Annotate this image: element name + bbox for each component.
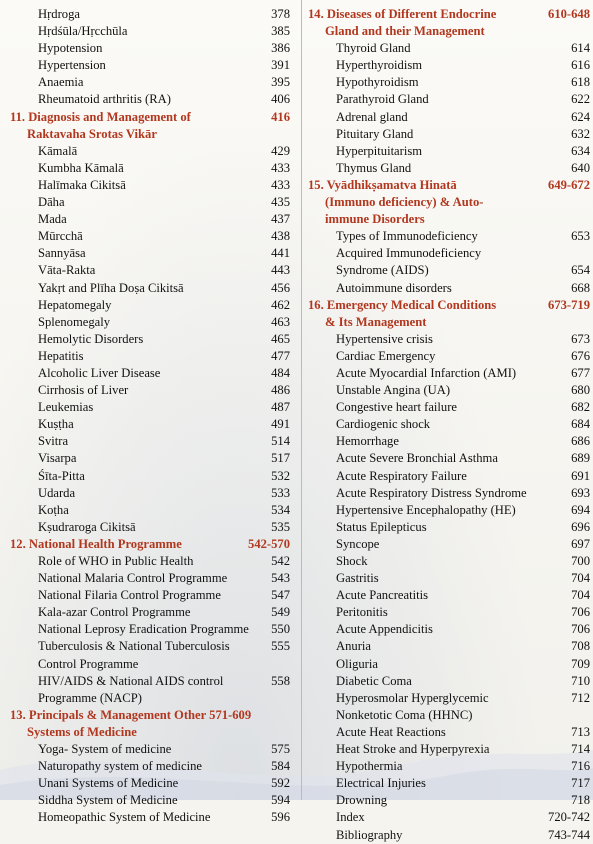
toc-section-heading (10, 707, 290, 724)
toc-page-number: 462 (271, 297, 290, 312)
toc-entry (10, 331, 290, 348)
toc-page-number: 610-648 (548, 7, 590, 21)
toc-page-number: 584 (271, 759, 290, 774)
toc-entry (308, 656, 590, 673)
toc-entry-title: Shock (336, 554, 368, 568)
toc-entry-title: Hepatomegaly (38, 297, 112, 312)
toc-page-number: 713 (571, 724, 590, 739)
toc-page-number: 435 (271, 195, 290, 210)
toc-page-number: 716 (571, 759, 590, 774)
toc-entry-title: Hyperpituitarism (336, 143, 423, 158)
toc-page-number: 549 (271, 605, 290, 620)
toc-page-number: 534 (271, 502, 290, 517)
toc-entry (308, 468, 590, 485)
toc-entry (10, 553, 290, 570)
toc-section-heading-continued (10, 126, 290, 143)
toc-page-number: 684 (571, 417, 590, 432)
toc-section-heading-continued (308, 211, 590, 228)
toc-entry (10, 690, 290, 707)
toc-entry-title: Heat Stroke and Hyperpyrexia (336, 742, 490, 757)
toc-page-number: 704 (571, 588, 590, 603)
toc-entry-title: Autoimmune disorders (336, 280, 452, 295)
toc-entry (10, 314, 290, 331)
toc-entry (10, 621, 290, 638)
toc-page-number: 697 (571, 536, 590, 551)
toc-entry-title: Hypothermia (336, 759, 403, 774)
toc-entry (308, 228, 590, 245)
toc-section-heading (308, 6, 590, 23)
toc-page-number: 673 (571, 331, 590, 346)
toc-entry-title: Pituitary Gland (336, 126, 414, 141)
toc-page-number: 533 (271, 485, 290, 500)
toc-page-number: 654 (571, 263, 590, 278)
toc-entry-title: Tuberculosis & National Tuberculosis (38, 639, 230, 654)
toc-page-number: 677 (571, 365, 590, 380)
toc-page-number: 486 (271, 383, 290, 398)
toc-page-number: 704 (571, 571, 590, 586)
toc-entry-title: Oliguria (336, 656, 378, 671)
toc-entry (10, 638, 290, 655)
toc-entry-title: 11. Diagnosis and Management of (10, 109, 191, 124)
toc-page-number: 720-742 (548, 810, 590, 825)
toc-entry (10, 775, 290, 792)
toc-entry (308, 621, 590, 638)
toc-entry (10, 485, 290, 502)
toc-page-number: 680 (571, 383, 590, 398)
toc-entry-title: 16. Emergency Medical Conditions (308, 297, 497, 312)
toc-entry-title: Siddha System of Medicine (38, 793, 178, 808)
toc-entry (10, 228, 290, 245)
toc-entry-title: Hemorrhage (336, 434, 399, 449)
toc-entry (308, 775, 590, 792)
toc-entry-title: Yakṛt and Plīha Doṣa Cikitsā (38, 280, 184, 295)
toc-entry (308, 143, 590, 160)
toc-entry (308, 450, 590, 467)
toc-page-number: 676 (571, 348, 590, 363)
toc-entry (10, 6, 290, 23)
toc-entry (10, 280, 290, 297)
toc-entry (10, 194, 290, 211)
toc-entry-title: Drowning (336, 793, 388, 808)
toc-section-heading-continued (308, 314, 590, 331)
toc-page-number: 614 (571, 41, 590, 56)
toc-entry (308, 502, 590, 519)
toc-entry (10, 23, 290, 40)
toc-section-heading (10, 536, 290, 553)
toc-left-column (10, 6, 290, 827)
toc-page-number: 616 (571, 58, 590, 73)
toc-page-number: 708 (571, 639, 590, 654)
toc-entry-title: Dāha (38, 195, 65, 210)
toc-entry (308, 280, 590, 297)
toc-entry-title: immune Disorders (325, 212, 425, 227)
toc-section-heading (308, 177, 590, 194)
toc-entry-title: Hyperosmolar Hyperglycemic (336, 690, 489, 705)
toc-entry (10, 40, 290, 57)
toc-page-number: 491 (271, 417, 290, 432)
toc-entry-title: Homeopathic System of Medicine (38, 810, 211, 825)
toc-entry-title: National Malaria Control Programme (38, 571, 228, 586)
toc-entry (308, 365, 590, 382)
toc-entry-title: Cardiac Emergency (336, 348, 436, 363)
toc-page-number: 634 (571, 143, 590, 158)
toc-entry-title: National Filaria Control Programme (38, 588, 221, 603)
toc-entry (308, 262, 590, 279)
toc-page-number: 438 (271, 229, 290, 244)
toc-entry (10, 673, 290, 690)
toc-page-number: 542 (271, 554, 290, 568)
toc-entry-title: Rheumatoid arthritis (RA) (38, 92, 171, 107)
toc-entry (308, 758, 590, 775)
toc-page-number: 378 (271, 7, 290, 21)
toc-entry (10, 91, 290, 108)
toc-entry-title: & Its Management (325, 314, 427, 329)
toc-page-number: 542-570 (248, 536, 290, 551)
toc-entry-title: Kala-azar Control Programme (38, 605, 191, 620)
toc-page-number: 550 (271, 622, 290, 637)
toc-entry (10, 758, 290, 775)
toc-page-number: 706 (571, 605, 590, 620)
toc-entry-title: Leukemias (38, 400, 94, 415)
toc-entry (308, 331, 590, 348)
toc-section-heading-continued (308, 194, 590, 211)
toc-page-number: 443 (271, 263, 290, 278)
toc-entry-title: Unani Systems of Medicine (38, 776, 179, 791)
toc-page-number: 555 (271, 639, 290, 654)
toc-page-number: 547 (271, 588, 290, 603)
toc-entry-title: Sannyāsa (38, 246, 86, 261)
toc-entry (308, 91, 590, 108)
column-divider (301, 0, 302, 800)
toc-entry (308, 382, 590, 399)
toc-right-column (308, 6, 590, 844)
toc-section-heading-continued (10, 724, 290, 741)
toc-page-number: 706 (571, 622, 590, 637)
toc-entry (10, 348, 290, 365)
toc-page-number: 429 (271, 143, 290, 158)
toc-entry-title: Nonketotic Coma (HHNC) (336, 707, 473, 722)
toc-entry (308, 109, 590, 126)
toc-page-number: 386 (271, 41, 290, 56)
toc-entry (308, 74, 590, 91)
toc-entry (308, 126, 590, 143)
toc-page-number: 535 (271, 519, 290, 534)
toc-entry-title: Thyroid Gland (336, 41, 411, 56)
toc-entry-title: Hypertension (38, 58, 106, 73)
toc-entry-title: 14. Diseases of Different Endocrine (308, 7, 497, 21)
toc-entry-title: Index (336, 810, 365, 825)
toc-page-number: 441 (271, 246, 290, 261)
toc-page-number: 594 (271, 793, 290, 808)
toc-entry (308, 587, 590, 604)
toc-entry-title: Halīmaka Cikitsā (38, 177, 126, 192)
toc-entry-title: Vāta-Rakta (38, 263, 96, 278)
toc-entry-title: Parathyroid Gland (336, 92, 429, 107)
toc-entry-title: Anuria (336, 639, 371, 654)
toc-entry (308, 416, 590, 433)
toc-entry-title: Koṭha (38, 502, 69, 517)
toc-entry (10, 450, 290, 467)
toc-entry (10, 57, 290, 74)
toc-page-number: 618 (571, 75, 590, 90)
toc-page-number: 395 (271, 75, 290, 90)
toc-page-number: 653 (571, 229, 590, 244)
toc-entry-title: Types of Immunodeficiency (336, 229, 478, 244)
toc-section-heading (308, 297, 590, 314)
toc-entry-title: Syndrome (AIDS) (336, 263, 429, 278)
toc-entry-title: Kumbha Kāmalā (38, 160, 124, 175)
toc-entry (308, 638, 590, 655)
toc-entry (10, 604, 290, 621)
toc-page-number: 668 (571, 280, 590, 295)
toc-page-number: 477 (271, 348, 290, 363)
toc-entry (308, 485, 590, 502)
toc-page-number: 709 (571, 656, 590, 671)
toc-page-number: 622 (571, 92, 590, 107)
toc-page-number: 558 (271, 673, 290, 688)
toc-entry (308, 519, 590, 536)
toc-entry (10, 656, 290, 673)
toc-entry-title: Cardiogenic shock (336, 417, 431, 432)
toc-entry-title: Acute Severe Bronchial Asthma (336, 451, 498, 466)
toc-entry-title: Kṣudraroga Cikitsā (38, 519, 136, 534)
toc-page-number: 543 (271, 571, 290, 586)
toc-entry-title: Mada (38, 212, 67, 227)
toc-entry-title: Acute Respiratory Distress Syndrome (336, 485, 527, 500)
toc-page-number: 433 (271, 177, 290, 192)
toc-entry-title: 15. Vyādhikṣamatva Hinatā (308, 177, 457, 192)
toc-entry (308, 827, 590, 844)
toc-page-number: 385 (271, 24, 290, 39)
toc-page-number: 514 (271, 434, 290, 449)
toc-page-number: 437 (271, 212, 290, 227)
toc-section-heading (10, 109, 290, 126)
toc-page-number: 463 (271, 314, 290, 329)
toc-entry-title: (Immuno deficiency) & Auto- (325, 195, 484, 210)
toc-entry (308, 245, 590, 262)
toc-entry (10, 587, 290, 604)
toc-page-number: 624 (571, 109, 590, 124)
toc-entry (10, 211, 290, 228)
toc-page-number: 712 (571, 690, 590, 705)
toc-page-number: 406 (271, 92, 290, 107)
toc-page-number: 718 (571, 793, 590, 808)
toc-entry-title: Thymus Gland (336, 160, 412, 175)
toc-entry (308, 724, 590, 741)
toc-entry (10, 160, 290, 177)
toc-page-number: 743-744 (548, 827, 590, 842)
toc-entry (308, 673, 590, 690)
toc-page-number: 592 (271, 776, 290, 791)
toc-entry (10, 809, 290, 826)
toc-entry (10, 741, 290, 758)
toc-entry (308, 57, 590, 74)
toc-entry-title: Hepatitis (38, 348, 84, 363)
toc-page-number: 487 (271, 400, 290, 415)
toc-page-number: 649-672 (548, 177, 590, 192)
toc-entry (10, 143, 290, 160)
toc-entry-title: Bibliography (336, 827, 403, 842)
toc-entry-title: Visarpa (38, 451, 77, 466)
toc-entry (10, 399, 290, 416)
toc-entry-title: Adrenal gland (336, 109, 408, 124)
toc-entry (10, 262, 290, 279)
toc-entry-title: Acute Appendicitis (336, 622, 433, 637)
toc-entry (308, 40, 590, 57)
toc-page-number: 391 (271, 58, 290, 73)
toc-entry-title: Kāmalā (38, 143, 78, 158)
toc-entry (308, 553, 590, 570)
toc-entry-title: Hemolytic Disorders (38, 331, 144, 346)
toc-page-number: 717 (571, 776, 590, 791)
toc-entry-title: Acute Respiratory Failure (336, 468, 467, 483)
toc-entry-title: Peritonitis (336, 605, 388, 620)
toc-entry-title: Kuṣṭha (38, 417, 74, 432)
toc-entry-title: Udarda (38, 485, 76, 500)
toc-entry (308, 536, 590, 553)
toc-entry (10, 177, 290, 194)
toc-entry-title: 12. National Health Programme (10, 536, 182, 551)
toc-entry-title: Diabetic Coma (336, 673, 412, 688)
toc-entry-title: Anaemia (38, 75, 84, 90)
toc-entry (10, 365, 290, 382)
toc-entry (308, 160, 590, 177)
toc-entry-title: 13. Principals & Management Other 571-609 (10, 707, 252, 722)
toc-entry-title: Yoga- System of medicine (38, 742, 172, 757)
toc-page-number: 484 (271, 365, 290, 380)
toc-entry (10, 570, 290, 587)
toc-entry (10, 297, 290, 314)
toc-page-number: 456 (271, 280, 290, 295)
toc-page-number: 686 (571, 434, 590, 449)
toc-page-number: 693 (571, 485, 590, 500)
toc-page-number: 532 (271, 468, 290, 483)
toc-entry (308, 741, 590, 758)
toc-entry-title: Systems of Medicine (27, 724, 137, 739)
toc-entry-title: Programme (NACP) (38, 690, 142, 705)
toc-entry-title: Role of WHO in Public Health (38, 554, 194, 568)
toc-entry-title: Congestive heart failure (336, 400, 457, 415)
toc-entry-title: Syncope (336, 536, 380, 551)
toc-entry (10, 468, 290, 485)
toc-entry (308, 809, 590, 826)
toc-page-number: 673-719 (548, 297, 590, 312)
toc-entry-title: Gland and their Management (325, 24, 485, 39)
toc-entry (308, 604, 590, 621)
toc-entry (308, 399, 590, 416)
toc-entry (10, 502, 290, 519)
toc-page-number: 682 (571, 400, 590, 415)
toc-entry (10, 74, 290, 91)
toc-entry-title: Hypothyroidism (336, 75, 419, 90)
toc-page-number: 575 (271, 742, 290, 757)
toc-entry-title: Raktavaha Srotas Vikār (27, 126, 157, 141)
toc-page-number: 710 (571, 673, 590, 688)
toc-entry-title: Hyperthyroidism (336, 58, 423, 73)
toc-entry (10, 433, 290, 450)
toc-entry (308, 433, 590, 450)
toc-entry-title: Acute Heat Reactions (336, 724, 446, 739)
toc-entry-title: HIV/AIDS & National AIDS control (38, 673, 224, 688)
toc-entry-title: Alcoholic Liver Disease (38, 365, 161, 380)
toc-entry-title: Splenomegaly (38, 314, 111, 329)
toc-entry-title: Śīta-Pitta (38, 468, 85, 483)
toc-page-number: 700 (571, 554, 590, 568)
toc-entry-title: Acute Myocardial Infarction (AMI) (336, 365, 517, 380)
toc-page-number: 694 (571, 502, 590, 517)
toc-page-number: 596 (271, 810, 290, 825)
toc-entry-title: Cirrhosis of Liver (38, 383, 129, 398)
toc-entry-title: Control Programme (38, 656, 139, 671)
toc-page-number: 632 (571, 126, 590, 141)
toc-entry (308, 570, 590, 587)
toc-entry-title: Hypertensive Encephalopathy (HE) (336, 502, 516, 517)
toc-entry-title: Status Epilepticus (336, 519, 427, 534)
toc-entry-title: Svitra (38, 434, 69, 449)
toc-entry (308, 707, 590, 724)
toc-page-number: 517 (271, 451, 290, 466)
toc-page-number: 691 (571, 468, 590, 483)
toc-entry (10, 416, 290, 433)
toc-entry-title: Unstable Angina (UA) (336, 383, 451, 398)
toc-entry (10, 519, 290, 536)
toc-entry-title: Electrical Injuries (336, 776, 426, 791)
toc-page-number: 640 (571, 160, 590, 175)
toc-page-number: 433 (271, 160, 290, 175)
toc-entry-title: Mūrcchā (38, 229, 83, 244)
toc-entry (10, 792, 290, 809)
toc-page-number: 689 (571, 451, 590, 466)
toc-entry-title: Hypertensive crisis (336, 331, 433, 346)
toc-entry-title: Hypotension (38, 41, 103, 56)
toc-entry (10, 382, 290, 399)
toc-page-number: 714 (571, 742, 590, 757)
toc-entry-title: Acute Pancreatitis (336, 588, 428, 603)
toc-entry (308, 348, 590, 365)
toc-page-number: 465 (271, 331, 290, 346)
toc-entry-title: Hṛdroga (38, 7, 80, 21)
toc-entry-title: Gastritis (336, 571, 379, 586)
toc-entry-title: National Leprosy Eradication Programme (38, 622, 249, 637)
toc-entry-title: Naturopathy system of medicine (38, 759, 203, 774)
toc-section-heading-continued (308, 23, 590, 40)
toc-entry (308, 690, 590, 707)
toc-entry-title: Acquired Immunodeficiency (336, 246, 482, 261)
toc-page-number: 416 (271, 109, 290, 124)
toc-entry-title: Hṛdśūla/Hṛcchūla (38, 24, 128, 39)
toc-entry (10, 245, 290, 262)
toc-entry (308, 792, 590, 809)
toc-page-number: 696 (571, 519, 590, 534)
